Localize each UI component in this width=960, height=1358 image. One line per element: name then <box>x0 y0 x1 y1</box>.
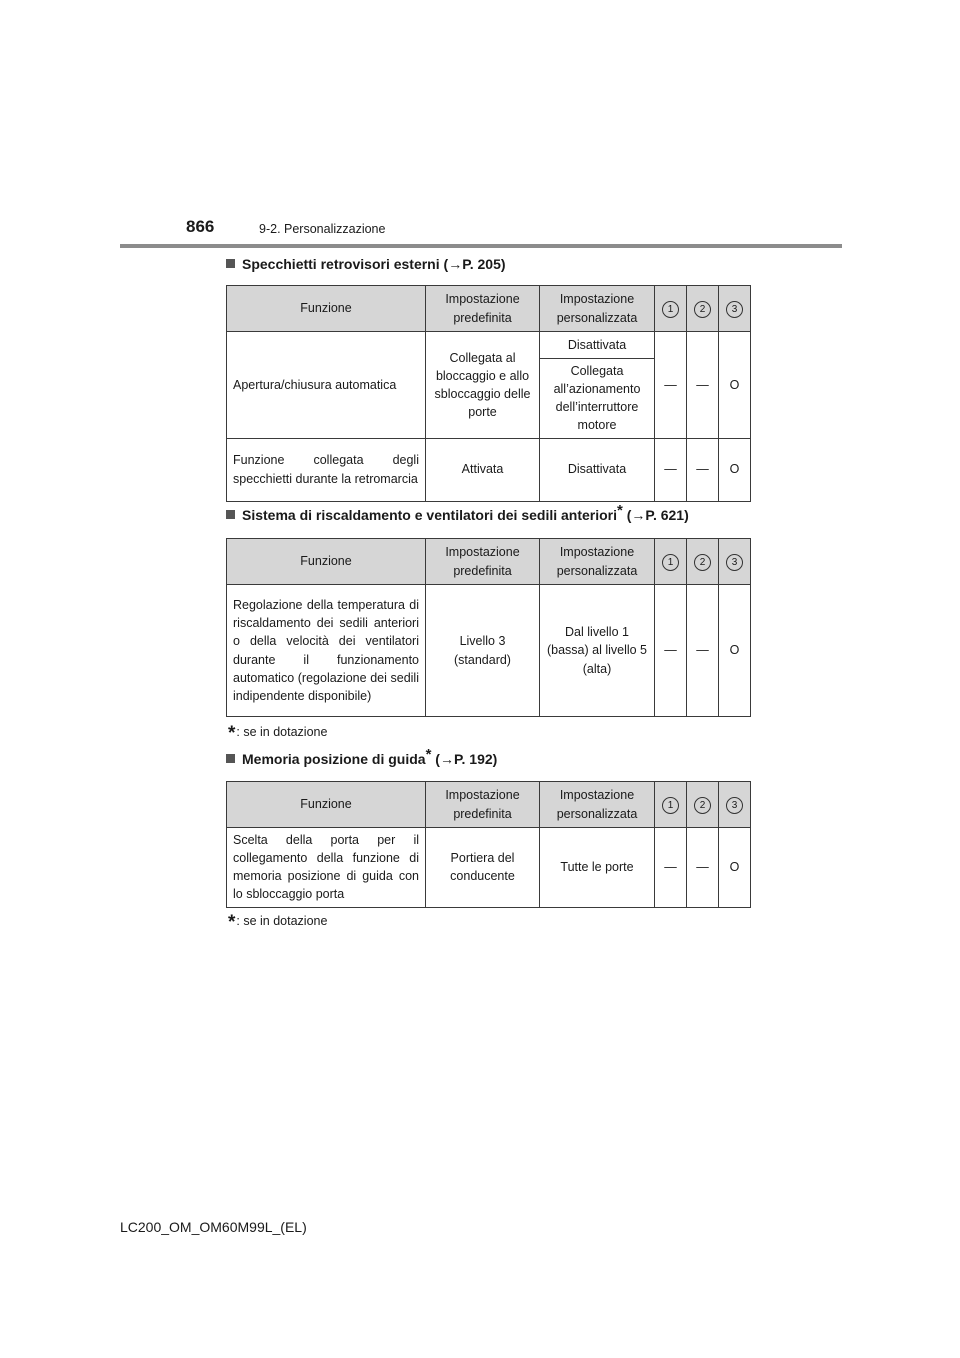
footnote: *: se in dotazione <box>228 912 328 933</box>
heading-memory: Memoria posizione di guida* (→P. 192) <box>226 751 497 767</box>
table-row: Apertura/chiusura automatica Collegata al bloccaggio e allo sbloccaggio delle porte Disattivata — — O <box>227 332 751 359</box>
table-row: Funzione collegata degli specchietti durante la retromarcia Attivata Disattivata — — O <box>227 438 751 501</box>
footer-code: LC200_OM_OM60M99L_(EL) <box>120 1219 307 1235</box>
col-default: Impostazione predefinita <box>426 782 540 828</box>
col-custom: Impostazione personalizzata <box>540 286 655 332</box>
number-1-icon: 1 <box>662 301 679 318</box>
footnote: *: se in dotazione <box>228 723 328 744</box>
table-seats <box>226 538 751 717</box>
heading-seats: Sistema di riscaldamento e ventilatori dei sedili anteriori* (→P. 621) <box>226 507 689 523</box>
section-title: 9-2. Personalizzazione <box>259 222 386 236</box>
col-funzione: Funzione <box>227 539 426 585</box>
col-funzione: Funzione <box>227 782 426 828</box>
col-custom: Impostazione personalizzata <box>540 782 655 828</box>
col-custom: Impostazione personalizzata <box>540 539 655 585</box>
bullet-square-icon <box>226 259 235 268</box>
bullet-square-icon <box>226 510 235 519</box>
number-1-icon: 1 <box>662 554 679 571</box>
page-number: 866 <box>186 217 215 236</box>
table-row: Regolazione della temperatura di riscaldamento dei sedili anteriori o della velocità dei ventilatori durante il funzionamento automatico (regolazione dei sedili indipendente disponibile) Livello 3 (standard) Dal livello 1 (bassa) al livello 5 (alta) — — O <box>227 585 751 717</box>
number-3-icon: 3 <box>726 554 743 571</box>
header-rule <box>120 244 842 248</box>
table-memory <box>226 781 751 908</box>
number-2-icon: 2 <box>694 797 711 814</box>
bullet-square-icon <box>226 754 235 763</box>
number-2-icon: 2 <box>694 554 711 571</box>
number-1-icon: 1 <box>662 797 679 814</box>
table-row: Collegata all’azionamento dell’interruttore motore <box>227 359 751 439</box>
number-3-icon: 3 <box>726 301 743 318</box>
table-row: Scelta della porta per il collegamento della funzione di memoria posizione di guida con lo sbloccaggio porta Portiera del conducente Tutte le porte — — O <box>227 828 751 908</box>
table-mirrors <box>226 285 751 502</box>
number-3-icon: 3 <box>726 797 743 814</box>
col-default: Impostazione predefinita <box>426 539 540 585</box>
number-2-icon: 2 <box>694 301 711 318</box>
heading-mirrors: Specchietti retrovisori esterni (→P. 205) <box>226 256 506 272</box>
col-funzione: Funzione <box>227 286 426 332</box>
col-default: Impostazione predefinita <box>426 286 540 332</box>
